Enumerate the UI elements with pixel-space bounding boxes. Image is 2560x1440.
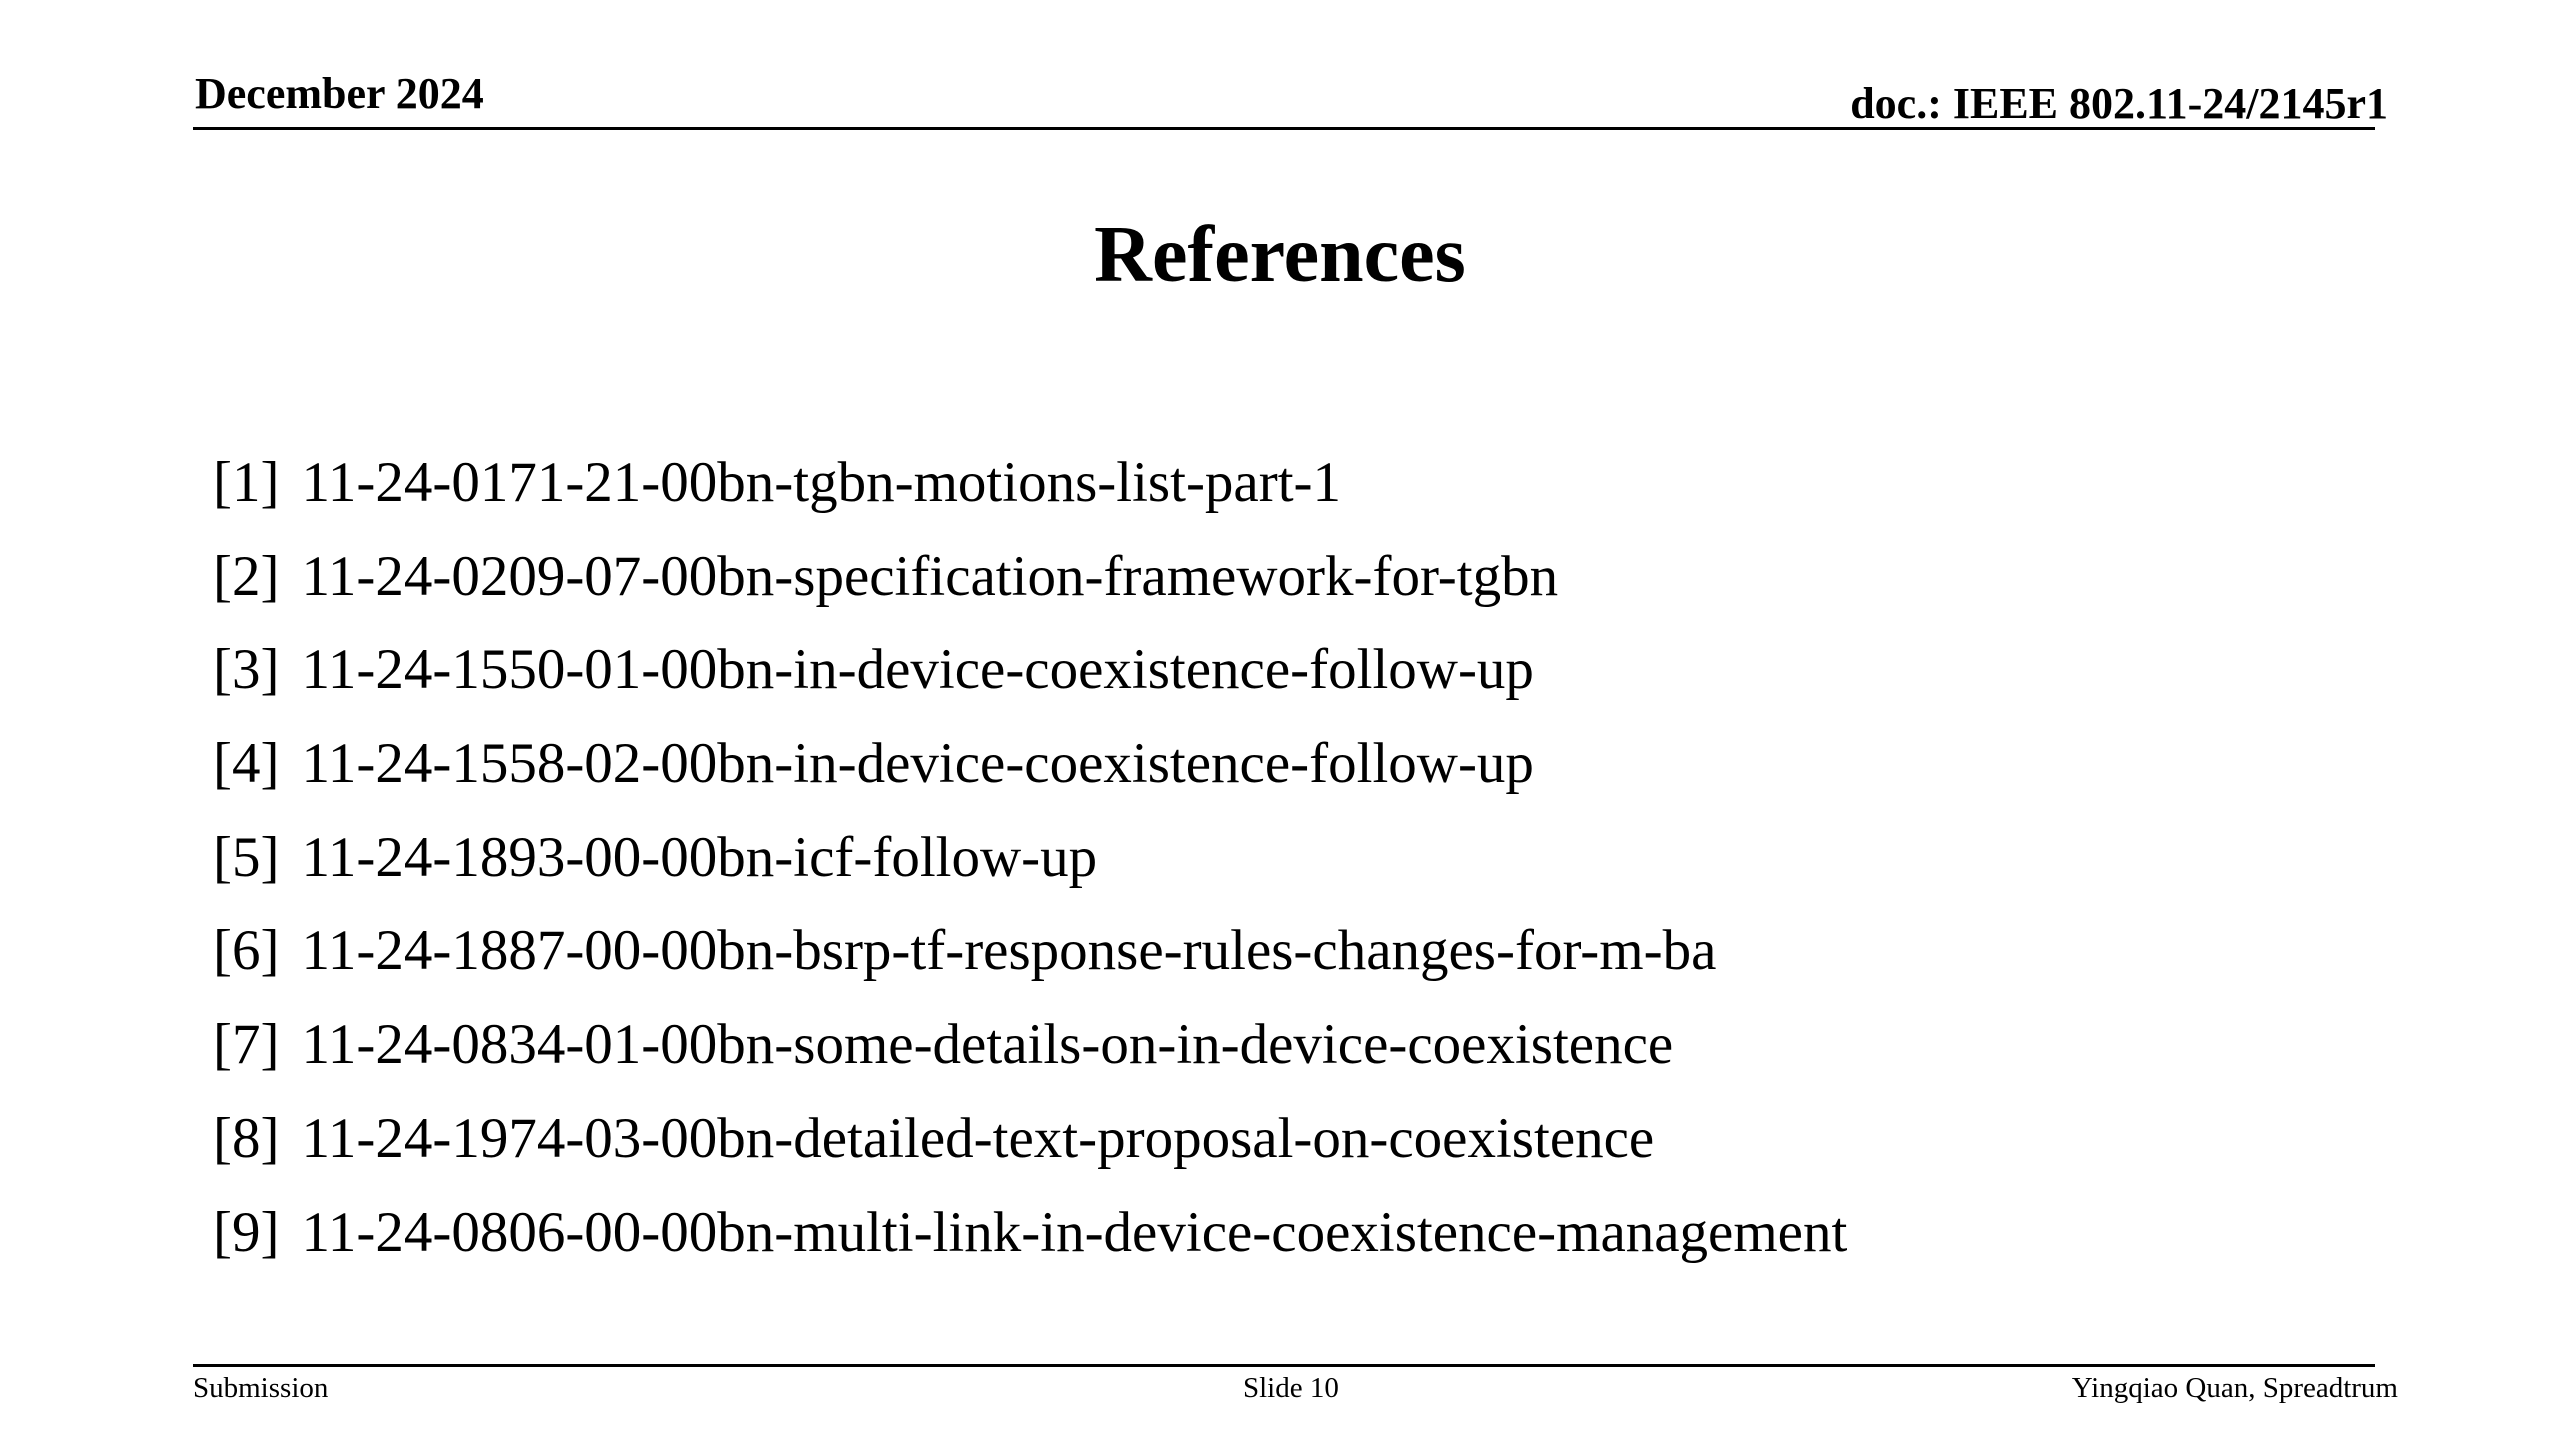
reference-text: 11-24-1893-00-00bn-icf-follow-up bbox=[301, 825, 1098, 889]
reference-text: 11-24-1887-00-00bn-bsrp-tf-response-rules-changes-for-m-ba bbox=[301, 919, 1717, 983]
reference-item bbox=[213, 904, 1847, 998]
reference-number: [6] bbox=[213, 919, 280, 983]
reference-number: [4] bbox=[213, 732, 280, 796]
reference-text: 11-24-1974-03-00bn-detailed-text-proposal-on-coexistence bbox=[301, 1106, 1655, 1170]
reference-number: [1] bbox=[213, 451, 280, 514]
reference-number: [2] bbox=[213, 544, 280, 608]
header-divider bbox=[193, 127, 2375, 130]
header-doc-id: doc.: IEEE 802.11-24/2145r1 bbox=[1850, 79, 2388, 128]
slide-title: References bbox=[1094, 211, 1466, 299]
reference-item bbox=[213, 1092, 1847, 1186]
reference-item bbox=[213, 436, 1847, 530]
footer-slide-number: Slide 10 bbox=[1243, 1372, 1339, 1404]
reference-number: [5] bbox=[213, 825, 280, 889]
reference-text: 11-24-0806-00-00bn-multi-link-in-device-coexistence-management bbox=[301, 1200, 1848, 1264]
reference-item bbox=[213, 623, 1847, 717]
reference-text: 11-24-0209-07-00bn-specification-framework-for-tgbn bbox=[301, 544, 1559, 608]
footer-divider bbox=[193, 1364, 2375, 1367]
reference-item bbox=[213, 530, 1847, 624]
reference-number: [9] bbox=[213, 1200, 280, 1264]
reference-item bbox=[213, 998, 1847, 1092]
reference-number: [8] bbox=[213, 1106, 280, 1170]
reference-item bbox=[213, 717, 1847, 811]
reference-list bbox=[213, 436, 1847, 1279]
reference-number: [7] bbox=[213, 1013, 280, 1077]
reference-item bbox=[213, 1186, 1847, 1280]
reference-number: [3] bbox=[213, 638, 280, 702]
reference-item bbox=[213, 811, 1847, 905]
reference-text: 11-24-1558-02-00bn-in-device-coexistence-follow-up bbox=[301, 732, 1534, 796]
reference-text: 11-24-0171-21-00bn-tgbn-motions-list-part-1 bbox=[301, 451, 1342, 514]
footer-submission: Submission bbox=[193, 1372, 329, 1404]
reference-text: 11-24-0834-01-00bn-some-details-on-in-device-coexistence bbox=[301, 1013, 1674, 1077]
reference-text: 11-24-1550-01-00bn-in-device-coexistence-follow-up bbox=[301, 638, 1534, 702]
header-date: December 2024 bbox=[195, 69, 484, 118]
footer-author: Yingqiao Quan, Spreadtrum bbox=[2071, 1372, 2398, 1404]
